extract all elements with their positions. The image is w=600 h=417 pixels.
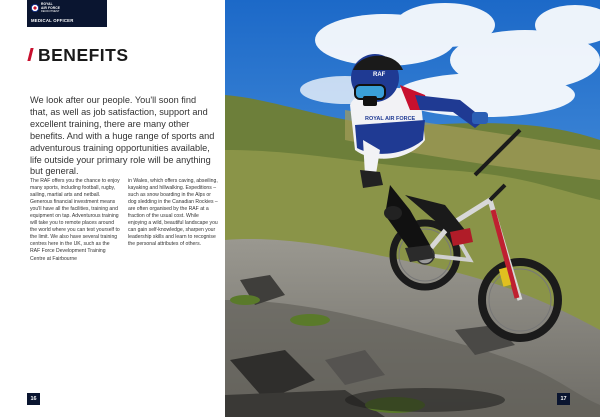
- raf-roundel-icon: [31, 4, 39, 12]
- logo-line-2: AIR FORCE: [41, 5, 61, 10]
- helmet-text: RAF: [373, 72, 386, 78]
- header-bar: [27, 0, 107, 27]
- logo-line-3: RECRUITMENT: [41, 10, 60, 13]
- mountain-bike-photo: [225, 0, 600, 417]
- page-number-left: 16: [27, 393, 40, 405]
- right-page: [225, 0, 600, 417]
- left-page: [0, 0, 225, 417]
- body-column-1: The RAF offers you the chance to enjoy many sports, including football, rugby, sailing, martial arts and netball. Generous financial investment means you'll have all the facilities, training and equipment on tap. Adventurous training will take you to remote places around the world where you can test yourself to the limit. We also have several training centres here in the UK, such as the RAF Force Development Training Centre at Fairbourne: [30, 178, 120, 262]
- section-label: MEDICAL OFFICER: [31, 18, 74, 23]
- logo-line-1: ROYAL: [41, 2, 53, 6]
- page-number-right: 17: [557, 393, 570, 405]
- intro-paragraph: We look after our people. You'll soon find that, as well as job satisfaction, support and excellent training, there are many other benefits. And with a huge range of sports and adventurous training opportunities available, life outside your primary role will be anything but general.: [30, 95, 215, 177]
- jersey-text: ROYAL AIR FORCE: [365, 116, 416, 122]
- title-accent-slash: [27, 48, 33, 61]
- body-column-2: in Wales, which offers caving, abseiling, kayaking and hillwalking. Expeditions – such as snow boarding in the Alps or dog sledding in the Canadian Rockies – are often organised by the RAF at a fraction of the usual cost. While enjoying a wild, beautiful landscape you can gain self-knowledge, sharpen your leadership skills and learn to recognise the personal attributes of others.: [128, 178, 218, 248]
- page-title: BENEFITS: [38, 45, 129, 65]
